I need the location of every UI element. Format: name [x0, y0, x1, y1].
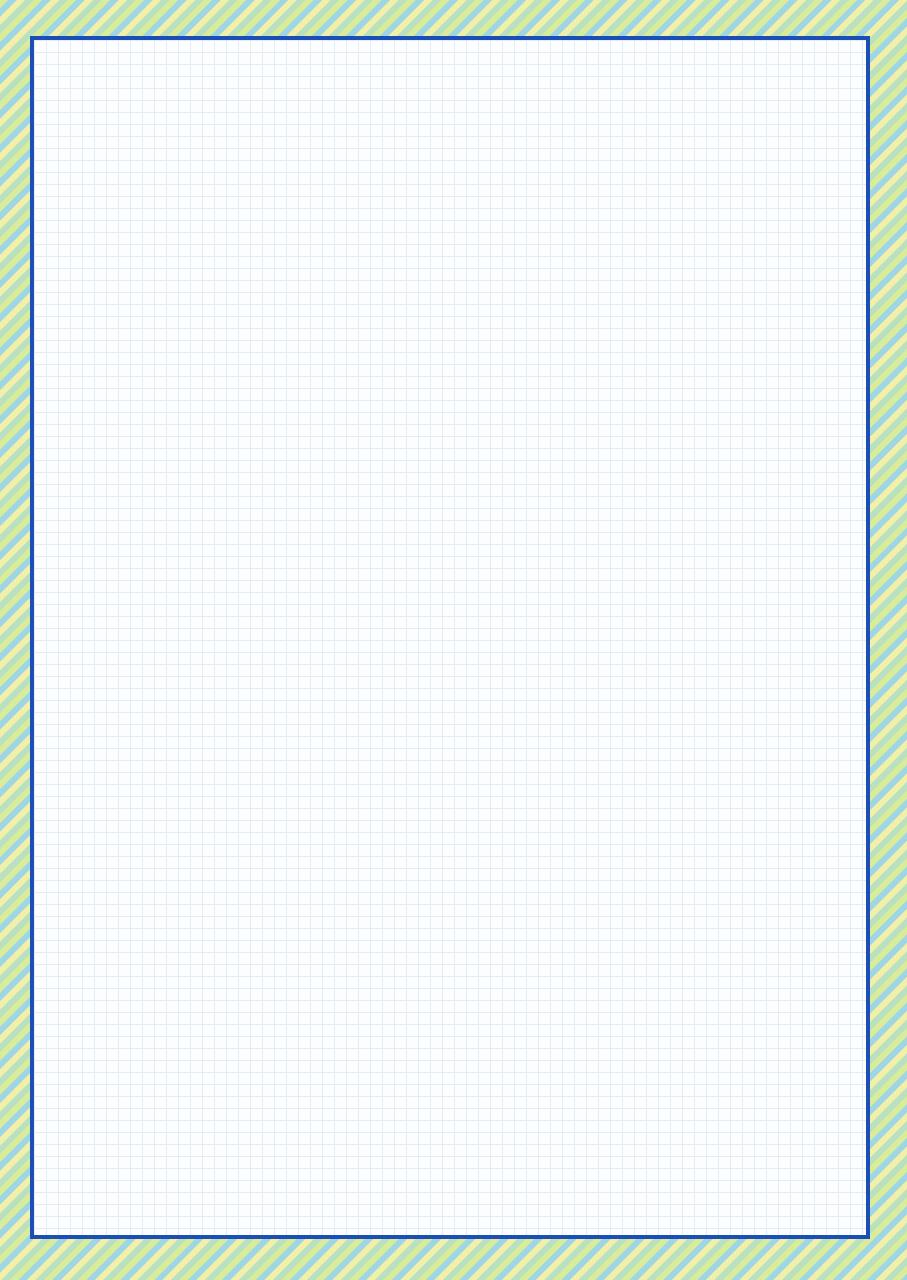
worksheet-sheet — [30, 36, 870, 1239]
